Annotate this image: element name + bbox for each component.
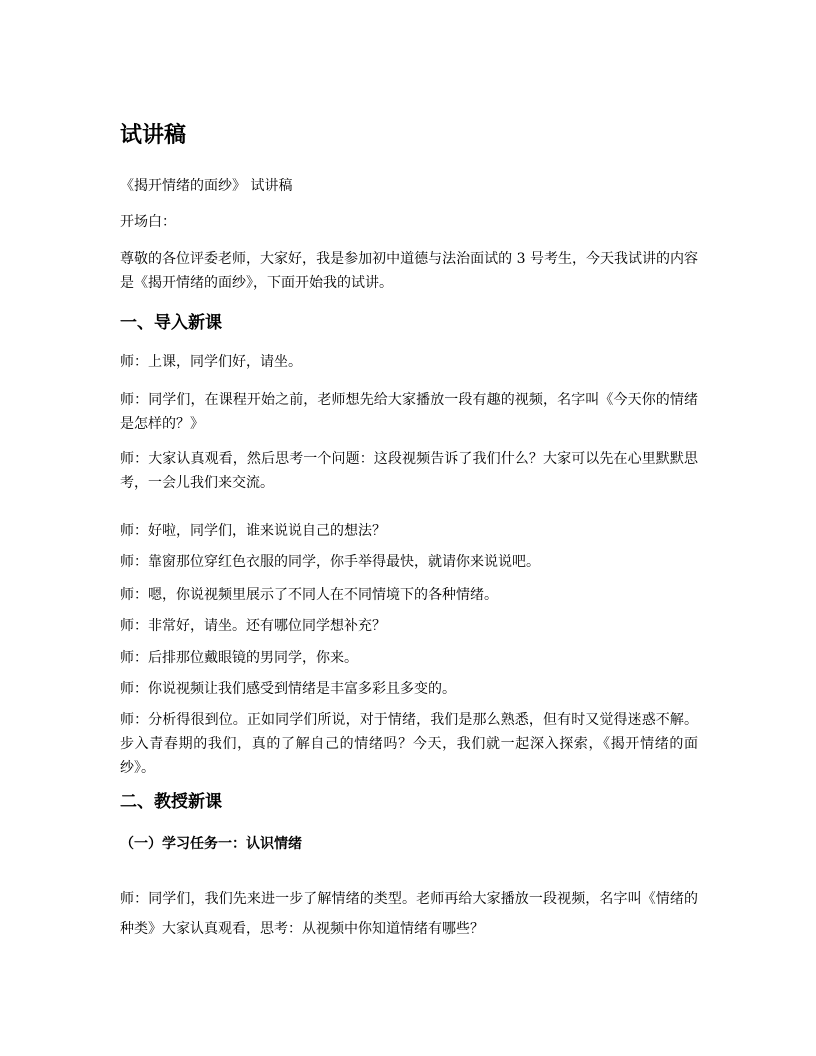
paragraph: 师：上课，同学们好，请坐。	[120, 354, 302, 370]
paragraph: 师：好啦，同学们，谁来说说自己的想法？	[120, 523, 386, 539]
document-title: 试讲稿	[120, 123, 187, 148]
paragraph: 师：靠窗那位穿红色衣服的同学，你手举得最快，就请你来说说吧。	[120, 554, 540, 570]
document-subtitle: 《揭开情绪的面纱》 试讲稿	[120, 178, 293, 194]
paragraph: 师：嗯，你说视频里展示了不同人在不同情境下的各种情绪。	[120, 587, 498, 603]
paragraph: 师：你说视频让我们感受到情绪是丰富多彩且多变的。	[120, 681, 456, 697]
opening-paragraph: 尊敬的各位评委老师，大家好，我是参加初中道德与法治面试的 3 号考生，今天我试讲的内容是《揭开情绪的面纱》，下面开始我的试讲。	[120, 251, 698, 291]
paragraph: 师：分析得很到位。正如同学们所说，对于情绪，我们是那么熟悉，但有时又觉得迷惑不解。步入青春期的我们，真的了解自己的情绪吗？今天，我们就一起深入探索，《揭开情绪的面纱》。	[120, 712, 698, 776]
paragraph: 师：同学们，我们先来进一步了解情绪的类型。老师再给大家播放一段视频，名字叫《情绪的种类》大家认真观看，思考：从视频中你知道情绪有哪些？	[120, 891, 698, 937]
paragraph: 师：非常好，请坐。还有哪位同学想补充？	[120, 618, 386, 634]
paragraph: 师：同学们，在课程开始之前，老师想先给大家播放一段有趣的视频，名字叫《今天你的情绪是怎样的？》	[120, 392, 698, 432]
section-heading-intro: 一、导入新课	[120, 313, 222, 333]
subsection-heading-task1: （一）学习任务一：认识情绪	[120, 836, 302, 852]
section-heading-teach: 二、教授新课	[120, 792, 222, 812]
paragraph: 师：大家认真观看，然后思考一个问题：这段视频告诉了我们什么？大家可以先在心里默默思考，一会儿我们来交流。	[120, 451, 698, 491]
opening-label: 开场白：	[120, 214, 176, 230]
paragraph: 师：后排那位戴眼镜的男同学，你来。	[120, 650, 358, 666]
